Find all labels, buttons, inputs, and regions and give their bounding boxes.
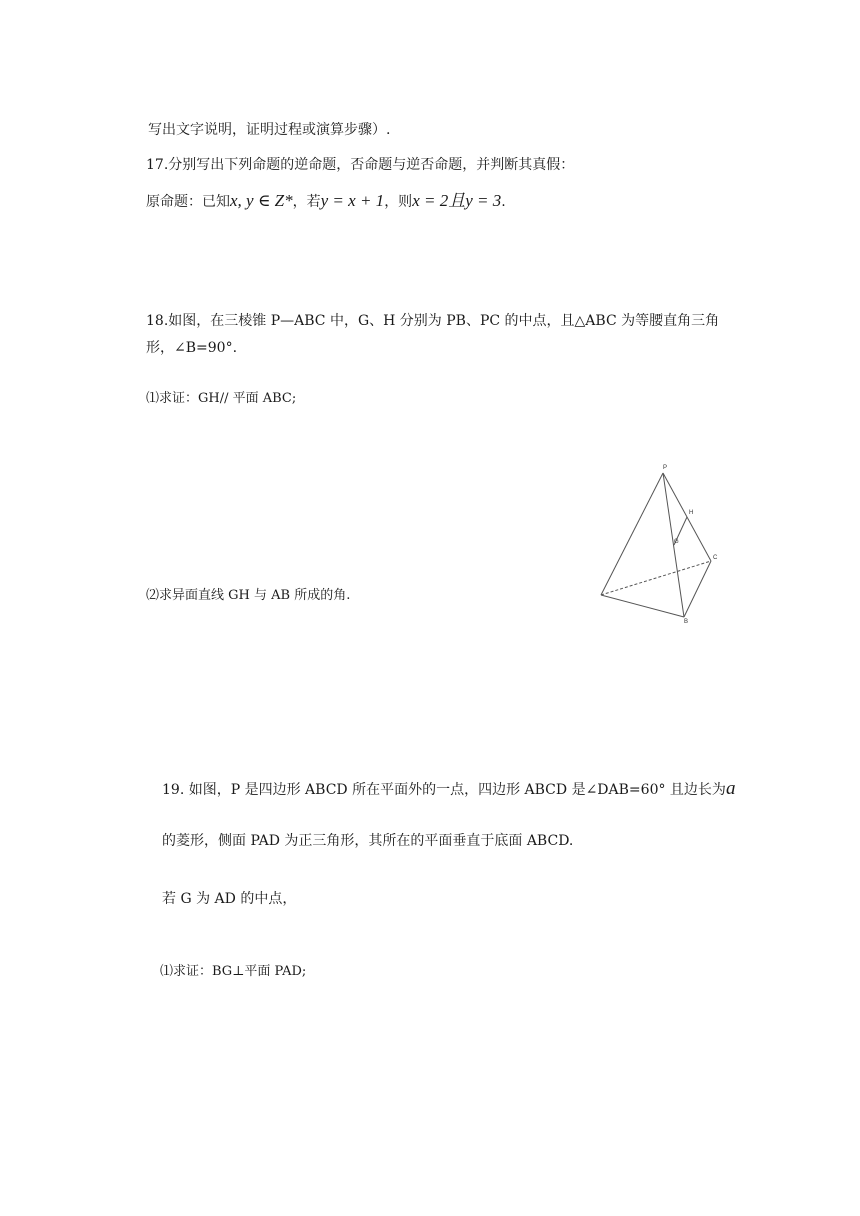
q17-math-condition: y = x + 1 [320, 191, 385, 210]
q17-math-conclusion: x = 2且y = 3 [412, 191, 502, 210]
label-b: B [684, 619, 689, 625]
edge-pb [663, 473, 684, 617]
q18-part2: ⑵求异面直线 GH 与 AB 所成的角. [146, 588, 351, 603]
q19-line3: 若 G 为 AD 的中点， [162, 891, 297, 907]
intro-text: 写出文字说明，证明过程或演算步骤）. [148, 122, 391, 138]
edge-pa [601, 473, 663, 595]
q17-statement [146, 186, 506, 211]
q19-line1 [162, 778, 735, 800]
q18-part1: ⑴求证：GH// 平面 ABC; [146, 391, 297, 406]
q17-end: . [501, 194, 506, 210]
q18-line1: 18.如图，在三棱锥 P—ABC 中，G、H 分别为 PB、PC 的中点，且△ABC 为等腰直角三角 [146, 313, 720, 329]
label-h: H [689, 510, 694, 516]
q17-heading: 17.分别写出下列命题的逆命题，否命题与逆否命题，并判断其真假： [146, 157, 575, 173]
label-c: C [713, 555, 718, 561]
q19-side-var: a [725, 778, 736, 799]
q19-line2: 的菱形，侧面 PAD 为正三角形，其所在的平面垂直于底面 ABCD. [162, 833, 574, 849]
q19-part1: ⑴求证：BG⊥平面 PAD; [160, 964, 307, 979]
edge-ac-hidden [601, 561, 711, 595]
q17-then: ，则 [384, 194, 413, 210]
q17-prefix: 原命题：已知 [146, 194, 230, 210]
q17-mid: ，若 [292, 194, 321, 210]
q17-math-domain: x, y ∈ Z* [230, 191, 293, 210]
tetrahedron-figure [596, 460, 726, 626]
q19-line1-text: 19. 如图，P 是四边形 ABCD 所在平面外的一点，四边形 ABCD 是∠DAB=60° 且边长为 [162, 782, 726, 798]
label-g: G [674, 539, 679, 545]
edge-bc [684, 561, 711, 617]
edge-ab [601, 595, 684, 617]
label-p: P [663, 465, 668, 471]
q18-line2: 形，∠B=90°. [146, 340, 238, 356]
